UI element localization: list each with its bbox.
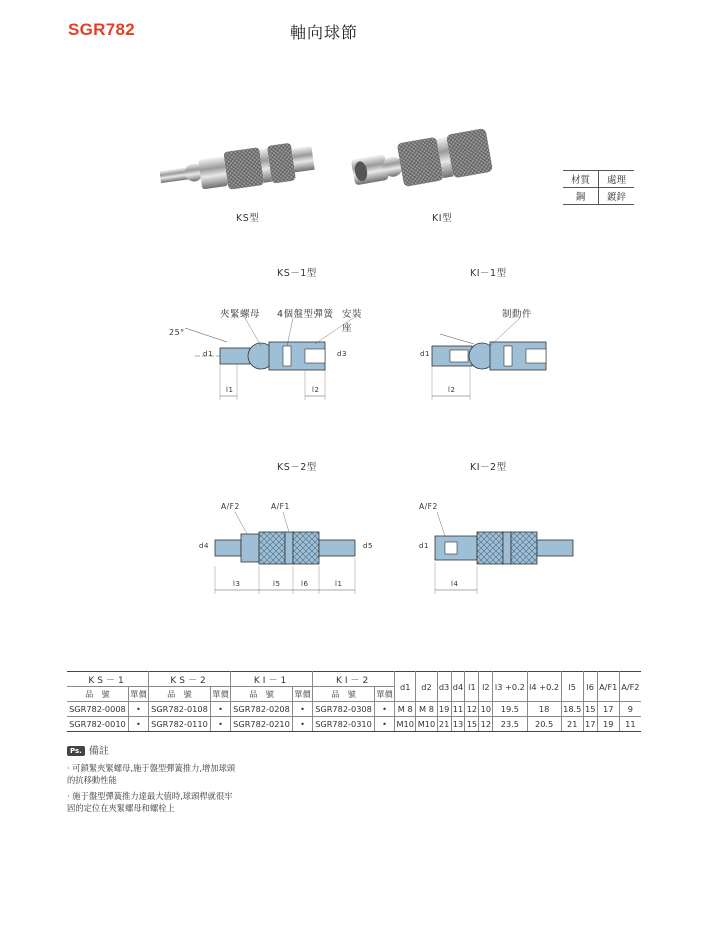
part-number: SGR782-0308 [313, 702, 375, 717]
page-title: 軸向球節 [290, 23, 359, 42]
dim-cell: 17 [583, 717, 597, 732]
hdr-price: 單價 [374, 687, 394, 702]
dim-cell: 15 [583, 702, 597, 717]
hdr-part-no: 品 號 [313, 687, 375, 702]
label-angle: 25° [169, 328, 185, 337]
label-ks2-l5: l5 [273, 580, 281, 588]
dim-cell: 19 [597, 717, 619, 732]
treatment-header: 處理 [599, 171, 635, 188]
hdr-part-no: 品 號 [231, 687, 293, 702]
part-number: SGR782-0008 [67, 702, 128, 717]
group-ki1: KI－1 [231, 672, 313, 687]
label-ks2-af2: A/F2 [221, 502, 240, 511]
hdr-l6: l6 [583, 672, 597, 702]
dim-cell: 10 [479, 702, 493, 717]
dim-cell: M10 [395, 717, 416, 732]
dim-cell: 9 [619, 702, 641, 717]
ks2-title: KS－2型 [277, 462, 317, 473]
part-number: SGR782-0310 [313, 717, 375, 732]
ks-photo-caption: KS型 [236, 213, 260, 224]
part-number: SGR782-0208 [231, 702, 293, 717]
label-ks2-l6: l6 [301, 580, 309, 588]
note-item: · 施于盤型彈簧推力達最大值時,球頭桿就很牢固的定位在夾緊螺母和螺栓上 [67, 791, 233, 813]
ki1-title: KI－1型 [470, 268, 507, 279]
dim-cell: 15 [465, 717, 479, 732]
hdr-d3: d3 [437, 672, 451, 702]
label-ks2-d5: d5 [363, 542, 373, 550]
dim-cell: 19.5 [493, 702, 527, 717]
spec-table [67, 671, 641, 732]
dim-cell: M 8 [395, 702, 416, 717]
notes-heading [67, 742, 109, 757]
dim-cell: 11 [451, 702, 465, 717]
table-row [67, 702, 641, 717]
price-cell: • [128, 702, 148, 717]
hdr-part-no: 品 號 [149, 687, 211, 702]
dim-cell: 21 [437, 717, 451, 732]
hdr-price: 單價 [128, 687, 148, 702]
material-header: 材質 [563, 171, 599, 188]
price-cell: • [292, 702, 312, 717]
group-ks1: KS－1 [67, 672, 149, 687]
dim-cell: M 8 [416, 702, 437, 717]
table-row [67, 717, 641, 732]
dim-cell: 19 [437, 702, 451, 717]
label-ks2-af1: A/F1 [271, 502, 290, 511]
hdr-part-no: 品 號 [67, 687, 128, 702]
label-lock-nut: 夾緊螺母 [220, 309, 261, 320]
label-ki2-l4: l4 [451, 580, 459, 588]
dim-cell: 12 [465, 702, 479, 717]
dim-cell: M10 [416, 717, 437, 732]
dim-cell: 21 [561, 717, 583, 732]
label-ki1-d1: d1 [420, 350, 430, 358]
dim-cell: 18 [527, 702, 561, 717]
hdr-af2: A/F2 [619, 672, 641, 702]
price-cell: • [210, 702, 230, 717]
material-table [563, 170, 634, 205]
label-ks2-l1: l1 [335, 580, 343, 588]
price-cell: • [374, 717, 394, 732]
part-number: SGR782-0110 [149, 717, 211, 732]
ki2-drawing [415, 500, 585, 600]
label-ki2-af2: A/F2 [419, 502, 438, 511]
price-cell: • [210, 717, 230, 732]
hdr-l2: l2 [479, 672, 493, 702]
part-number: SGR782-0010 [67, 717, 128, 732]
label-ki1-l2: l2 [448, 386, 456, 394]
label-d1: d1 [203, 350, 213, 358]
product-code: SGR782 [68, 20, 136, 39]
hdr-d2: d2 [416, 672, 437, 702]
label-ki2-d1: d1 [419, 542, 429, 550]
label-mount: 安裝座 [342, 309, 363, 334]
hdr-af1: A/F1 [597, 672, 619, 702]
ps-badge-icon: Ps. [67, 746, 85, 756]
ki-photo-caption: KI型 [432, 213, 453, 224]
note-item: · 可鎖緊夾緊螺母,施于盤型彈簧推力,增加球頭的抗移動性能 [67, 763, 236, 785]
dim-cell: 17 [597, 702, 619, 717]
dim-cell: 23.5 [493, 717, 527, 732]
ks2-drawing [195, 500, 375, 600]
label-l2: l2 [312, 386, 320, 394]
part-number: SGR782-0210 [231, 717, 293, 732]
ki-photo [350, 125, 500, 195]
dim-cell: 13 [451, 717, 465, 732]
treatment-value: 鍍鋅 [599, 188, 635, 205]
label-l1: l1 [226, 386, 234, 394]
group-ki2: KI－2 [313, 672, 395, 687]
hdr-d4: d4 [451, 672, 465, 702]
label-d3: d3 [337, 350, 347, 358]
hdr-d1: d1 [395, 672, 416, 702]
hdr-price: 單價 [292, 687, 312, 702]
ks1-drawing [165, 300, 365, 410]
ki2-title: KI－2型 [470, 462, 507, 473]
part-number: SGR782-0108 [149, 702, 211, 717]
price-cell: • [374, 702, 394, 717]
hdr-price: 單價 [210, 687, 230, 702]
ki1-drawing [410, 300, 570, 410]
label-disc-spring: 4個盤型彈簧 [277, 309, 334, 320]
group-ks2: KS－2 [149, 672, 231, 687]
label-ks2-d4: d4 [199, 542, 209, 550]
label-stopper: 制動件 [502, 309, 533, 320]
dim-cell: 11 [619, 717, 641, 732]
hdr-l5: l5 [561, 672, 583, 702]
material-value: 鋼 [563, 188, 599, 205]
label-ks2-l3: l3 [233, 580, 241, 588]
price-cell: • [128, 717, 148, 732]
dim-cell: 12 [479, 717, 493, 732]
dim-cell: 20.5 [527, 717, 561, 732]
hdr-l4: l4 +0.2 [527, 672, 561, 702]
ks1-title: KS－1型 [277, 268, 317, 279]
hdr-l1: l1 [465, 672, 479, 702]
notes-title: 備註 [88, 746, 109, 757]
ks-photo [160, 140, 320, 200]
dim-cell: 18.5 [561, 702, 583, 717]
hdr-l3: l3 +0.2 [493, 672, 527, 702]
price-cell: • [292, 717, 312, 732]
